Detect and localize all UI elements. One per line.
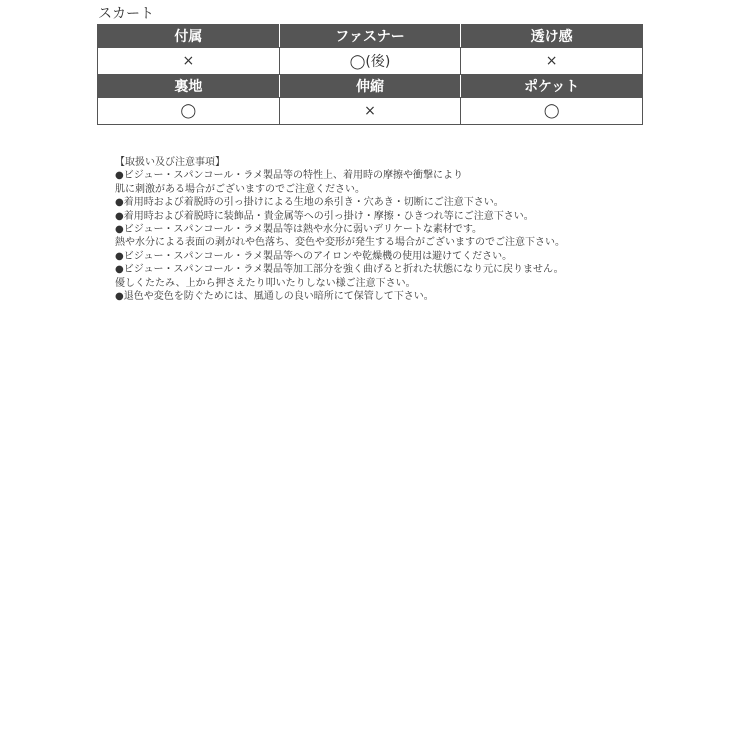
spec-header-cell: 付属: [98, 25, 280, 48]
spec-value-cell: ×: [279, 98, 461, 125]
care-note-line: ●ビジュー・スパンコール・ラメ製品等加工部分を強く曲げると折れた状態になり元に戻りません。: [115, 264, 564, 276]
care-note-line: 熱や水分による表面の剥がれや色落ち、変色や変形が発生する場合がございますのでご注意下さい。: [115, 237, 565, 249]
spec-value-cell: ◯: [98, 98, 280, 125]
spec-value-row: [98, 98, 643, 125]
care-note-line: 優しくたたみ、上から押さえたり叩いたりしない様ご注意下さい。: [115, 277, 416, 289]
spec-header-cell: 裏地: [98, 75, 280, 98]
care-note-line: ●着用時および着脱時に装飾品・貴金属等への引っ掛け・摩擦・ひきつれ等にご注意下さい。: [115, 210, 534, 222]
spec-table: [97, 24, 643, 125]
care-note-line: 肌に刺激がある場合がございますのでご注意ください。: [115, 183, 365, 195]
spec-header-row: [98, 25, 643, 48]
care-note-line: ●着用時および着脱時の引っ掛けによる生地の糸引き・穴あき・切断にご注意下さい。: [115, 197, 504, 209]
product-category-label: スカート: [98, 6, 154, 22]
spec-header-cell: ポケット: [461, 75, 643, 98]
spec-header-cell: 伸縮: [279, 75, 461, 98]
care-note-line: ●退色や変色を防ぐためには、風通しの良い暗所にて保管して下さい。: [115, 290, 434, 302]
care-note-line: ●ビジュー・スパンコール・ラメ製品等の特性上、着用時の摩擦や衝撃により: [115, 170, 464, 182]
spec-value-row: [98, 48, 643, 75]
spec-header-cell: ファスナー: [279, 25, 461, 48]
spec-value-cell: ◯: [461, 98, 643, 125]
care-notes: [115, 156, 715, 303]
spec-header-row: [98, 75, 643, 98]
spec-value-cell: ×: [461, 48, 643, 75]
care-note-line: ●ビジュー・スパンコール・ラメ製品等は熱や水分に弱いデリケートな素材です。: [115, 223, 483, 235]
care-note-line: ●ビジュー・スパンコール・ラメ製品等へのアイロンや乾燥機の使用は避けてください。: [115, 250, 513, 262]
spec-value-cell: ◯(後): [279, 48, 461, 75]
spec-header-cell: 透け感: [461, 25, 643, 48]
spec-value-cell: ×: [98, 48, 280, 75]
care-notes-heading: 【取扱い及び注意事項】: [115, 157, 225, 168]
